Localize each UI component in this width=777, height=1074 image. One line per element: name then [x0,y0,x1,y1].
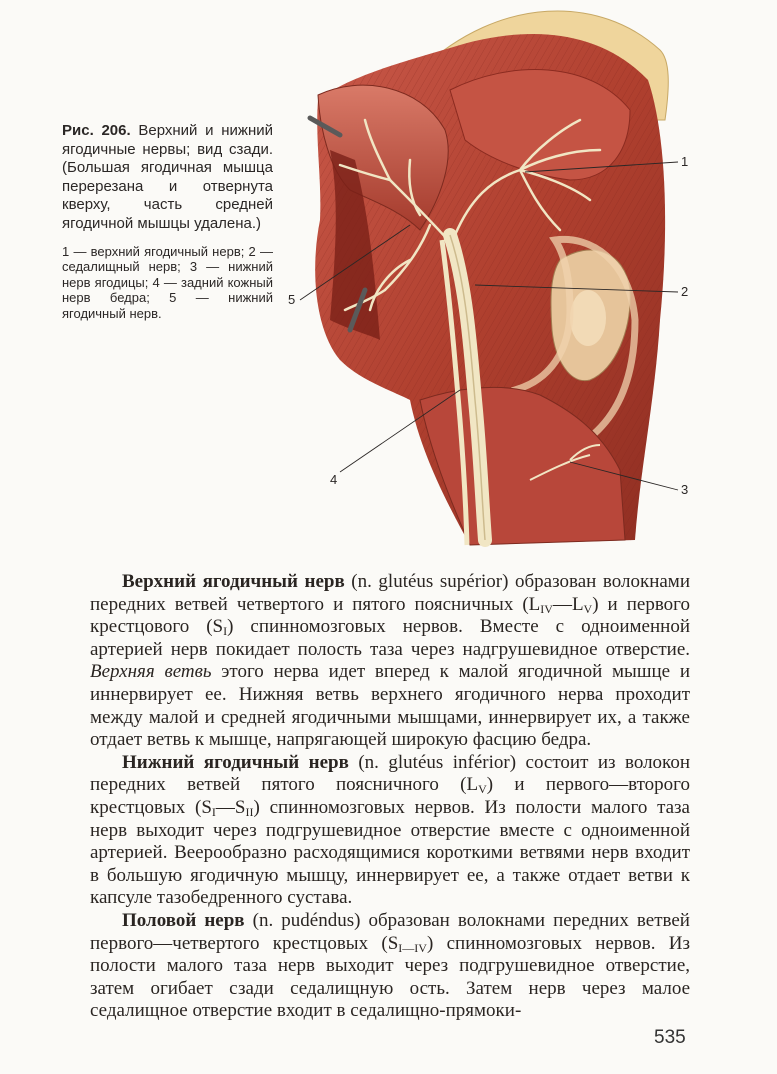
text-run: —S [215,796,246,818]
text-run: этого нерва идет вперед к малой ягодичной мышце и иннервирует ее. Нижняя ветвь верхнего ягодичного нерва проходит между малой и средней ягодичными мышцами, иннервирует их, а также отдает ветвь к мышце, напрягающей широкую фасцию бедра. [90,661,690,751]
figure-caption [62,122,273,321]
paragraph-pudendal-nerve [90,910,690,1023]
subscript: II [245,804,254,819]
text-run: (n. glutéus supérior) образован волокнами передних ветвей четвертого и пятого поясничных (L [90,571,690,615]
subscript: I—IV [398,940,427,955]
paragraph-inferior-gluteal-nerve [90,752,690,910]
page-number: 535 [654,1027,686,1048]
caption-legend: 1 — верхний ягодичный нерв; 2 — седалищный нерв; 3 — нижний нерв ягодицы; 4 — задний кожный нерв бедра; 5 — нижний ягодичный нерв. [62,243,273,321]
term-superior-gluteal-nerve: Верхний ягодичный нерв [122,571,345,592]
text-run: ) и первого—второго крестцовых (S [90,774,690,818]
term-inferior-gluteal-nerve: Нижний ягодичный нерв [122,751,349,773]
subscript: V [583,601,593,616]
subscript: IV [540,601,553,616]
subscript: I [223,624,228,639]
paragraph-superior-gluteal-nerve [90,571,690,752]
text-run: (n. glutéus inférior) состоит из волокон передних ветвей пятого поясничного (L [90,751,690,796]
subscript: V [478,782,487,797]
caption-text: Верхний и нижний ягодичные нервы; вид сзади. (Большая ягодичная мышца перерезана и отвернута кверху, часть средней ягодичной мышцы удалена.) [62,122,273,232]
text-run: ) и первого крестцового (S [90,593,690,638]
caption-title [62,122,273,234]
text-run: ) спинномозговых нервов. Из полости малого таза нерв выходит через подгрушевидное отверстие вместе с одноименной артерией. Веерообразно расходящимися короткими ветвями нерв входит в большую ягодичную мышцу, иннервирует ее, а также отдает ветви к капсуле тазобедренного сустава. [90,796,690,909]
text-run: (n. pudéndus) образован волокнами передних ветвей первого—четвертого крестцовых (S [90,909,690,954]
subscript: I [211,804,216,819]
text-run: ) спинномозговых нервов. Из полости малого таза нерв выходит через подгрушевидное отверстие, затем огибает сзади седалищную ость. Затем нерв через малое седалищное отверстие входит в седалищно-прямоки- [90,932,690,1022]
label-4: 4 [330,472,338,487]
text-run: ) спинномозговых нервов. Вместе с одноименной артерией нерв покидает полость таза через надгрушевидное отверстие. [90,616,690,660]
label-5: 5 [288,292,296,307]
figure-label: Рис. 206. [62,122,131,139]
body-text [90,571,690,1023]
gluteal-region-drawing [270,0,700,560]
label-1: 1 [681,154,689,169]
text-run: —L [552,593,584,615]
label-2: 2 [681,284,689,299]
emphasis-upper-branch: Верхняя ветвь [90,661,212,683]
label-3: 3 [681,482,689,497]
term-pudendal-nerve: Половой нерв [122,909,245,931]
anatomy-illustration [270,0,700,560]
